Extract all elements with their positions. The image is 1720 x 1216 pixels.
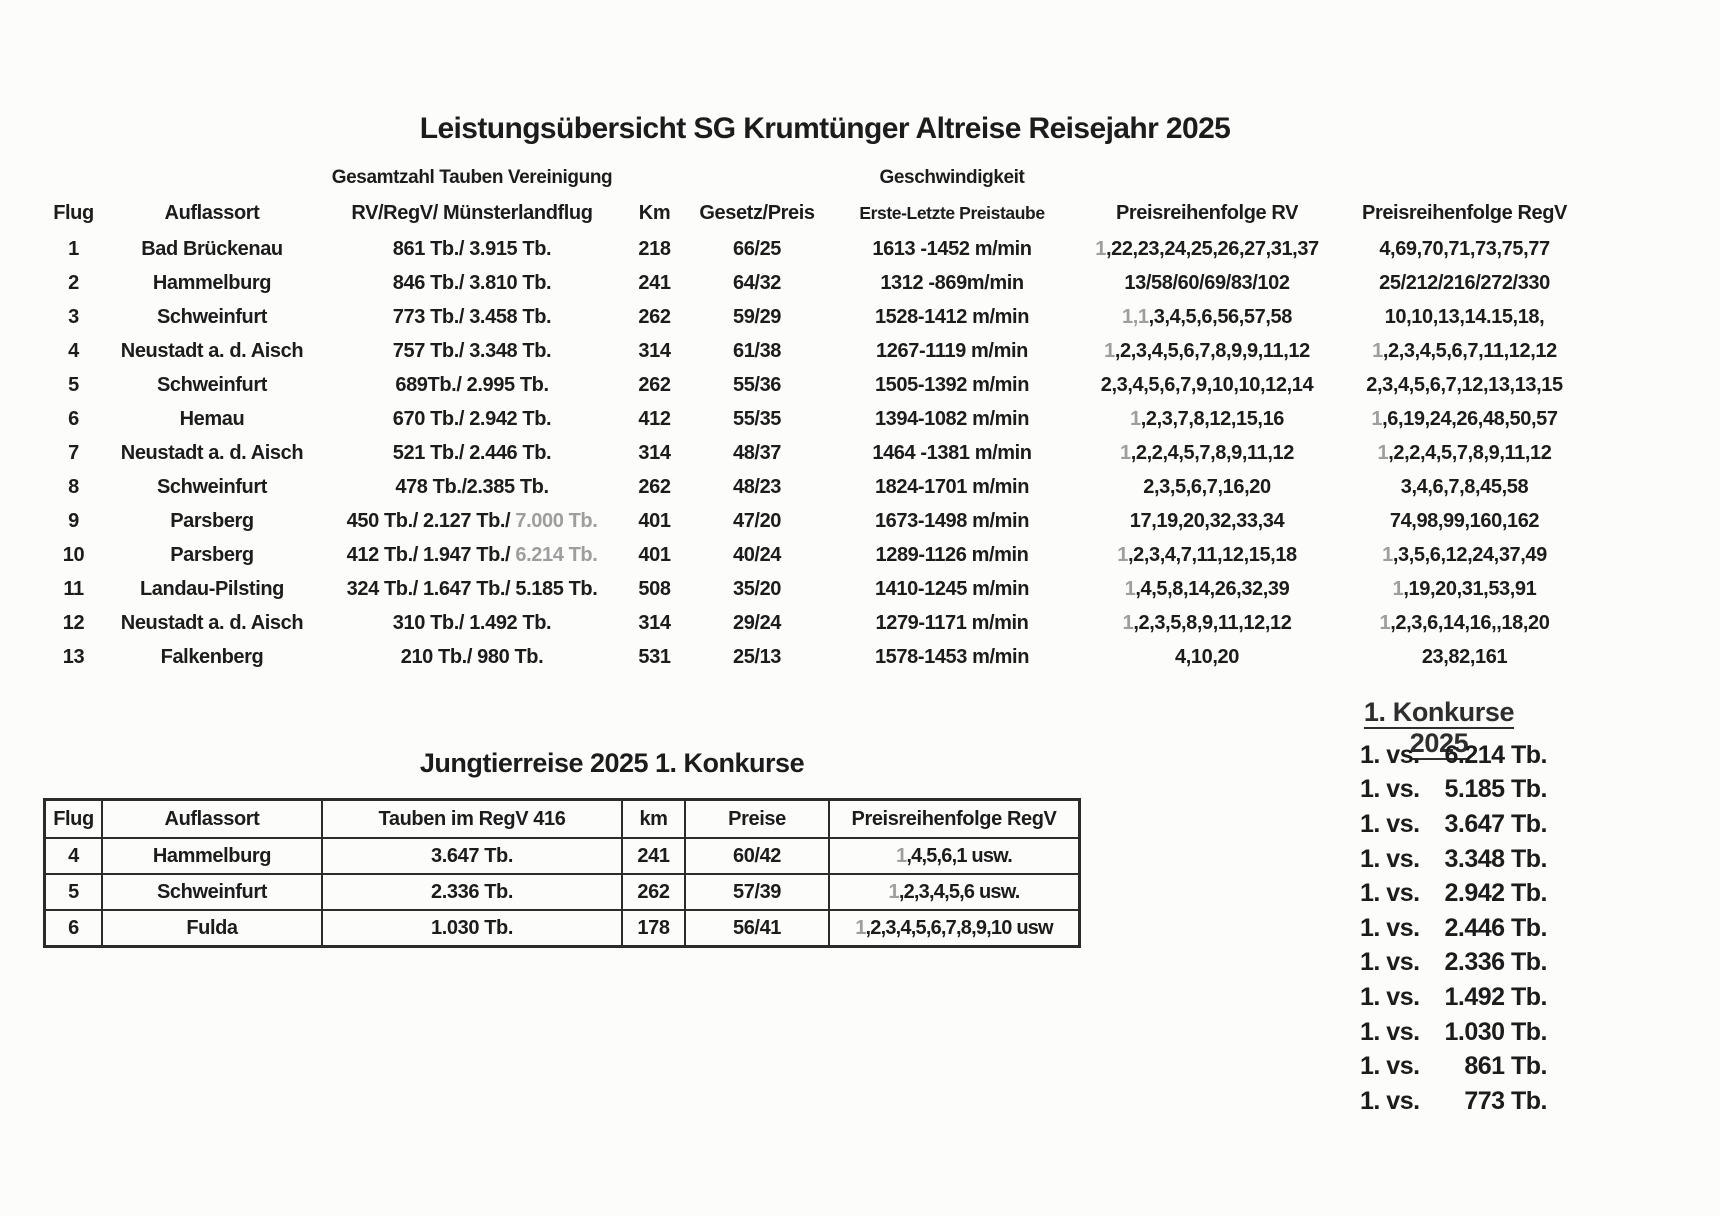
regv-faded-prefix: 1	[1392, 577, 1404, 600]
regv-faded-prefix: 1	[1377, 441, 1389, 464]
cell-km: 262	[623, 875, 686, 911]
rv-faded-prefix: 1	[1129, 407, 1141, 430]
regv-value: ,2,3,6,14,16,,18,20	[1390, 611, 1550, 634]
cell-flug: 13	[62, 645, 85, 668]
list-item	[1360, 946, 1547, 981]
cell-preisreihenfolge-regv	[1337, 238, 1592, 261]
cell-gesetz-preis: 55/35	[732, 407, 782, 430]
regv-faded-prefix: 1	[1372, 339, 1383, 362]
list-item	[1360, 773, 1547, 808]
group-header-tauben: Gesamtzahl Tauben Vereinigung	[331, 167, 613, 188]
list-item	[1360, 1084, 1547, 1119]
cell-tauben	[322, 374, 622, 397]
cell-preisreihenfolge-regv	[1337, 578, 1592, 601]
cell-flug: 6	[68, 407, 79, 430]
cell-km: 218	[638, 237, 671, 260]
cell-geschwindigkeit: 1613 -1452 m/min	[872, 237, 1032, 260]
cell-gesetz-preis: 35/20	[732, 577, 782, 600]
cell-flug: 5	[68, 373, 79, 396]
cell-preisreihenfolge-regv	[1337, 612, 1592, 635]
reihen-value: ,2,3,4,5,6 usw.	[898, 881, 1020, 903]
regv-faded-prefix: 1	[1382, 543, 1393, 566]
cell-auflassort: Schweinfurt	[156, 305, 268, 328]
jt-column-header-preise: Preise	[686, 801, 830, 839]
regv-value: 74,98,99,160,162	[1389, 509, 1540, 532]
cell-geschwindigkeit: 1267-1119 m/min	[876, 339, 1028, 362]
cell-auflassort: Falkenberg	[160, 645, 264, 668]
cell-km: 401	[638, 543, 671, 566]
regv-value: ,19,20,31,53,91	[1403, 577, 1537, 600]
cell-flug: 4	[68, 339, 79, 362]
tauben-value: 450 Tb./ 2.127 Tb./	[346, 509, 511, 532]
rv-faded-prefix: 1	[1122, 611, 1134, 634]
table-row	[46, 839, 1078, 875]
cell-gesetz-preis: 66/25	[732, 237, 782, 260]
table-row	[45, 300, 1592, 334]
cell-geschwindigkeit: 1394-1082 m/min	[874, 407, 1030, 430]
cell-geschwindigkeit: 1578-1453 m/min	[874, 645, 1030, 668]
cell-auflassort: Fulda	[103, 911, 323, 945]
rv-faded-prefix: 1	[1104, 339, 1115, 362]
konkurse-item-label: 1. vs.	[1360, 948, 1420, 977]
cell-geschwindigkeit: 1464 -1381 m/min	[872, 441, 1032, 464]
regv-value: 23,82,161	[1421, 645, 1508, 668]
cell-flug: 8	[68, 475, 79, 498]
rv-value: 13/58/60/69/83/102	[1124, 271, 1290, 294]
cell-flug: 5	[46, 875, 103, 911]
rv-value: 17,19,20,32,33,34	[1129, 509, 1285, 532]
cell-geschwindigkeit: 1528-1412 m/min	[874, 305, 1030, 328]
tauben-value: 773 Tb./ 3.458 Tb.	[392, 305, 552, 328]
jungtier-header-row	[46, 801, 1078, 839]
cell-gesetz-preis: 25/13	[732, 645, 782, 668]
rv-faded-prefix: 1,1	[1122, 305, 1149, 328]
cell-gesetz-preis: 47/20	[732, 509, 782, 532]
rv-value: ,22,23,24,25,26,27,31,37	[1105, 237, 1319, 260]
cell-geschwindigkeit: 1289-1126 m/min	[875, 543, 1029, 566]
konkurse-item-value: 773 Tb.	[1464, 1086, 1547, 1115]
cell-preisreihenfolge-regv	[1337, 646, 1592, 669]
table-row	[45, 504, 1592, 538]
cell-auflassort: Hammelburg	[103, 839, 323, 875]
cell-km: 314	[638, 339, 671, 362]
cell-preisreihenfolge-regv	[1337, 408, 1592, 431]
column-header-row	[45, 194, 1592, 232]
regv-value: 25/212/216/272/330	[1379, 271, 1550, 294]
tauben-value: 310 Tb./ 1.492 Tb.	[392, 611, 552, 634]
cell-flug: 7	[68, 441, 79, 464]
cell-geschwindigkeit: 1410-1245 m/min	[874, 577, 1030, 600]
cell-gesetz-preis: 48/37	[732, 441, 782, 464]
tauben-value: 670 Tb./ 2.942 Tb.	[392, 407, 552, 430]
cell-tauben	[322, 306, 622, 329]
cell-tauben	[322, 578, 622, 601]
konkurse-item-value: 2.446 Tb.	[1444, 913, 1547, 942]
jungtierreise-title: Jungtierreise 2025 1. Konkurse	[419, 748, 805, 778]
cell-tauben: 3.647 Tb.	[323, 839, 623, 875]
rv-value: ,2,2,4,5,7,8,9,11,12	[1130, 441, 1294, 464]
rv-value: 2,3,5,6,7,16,20	[1143, 475, 1271, 498]
konkurse-item-label: 1. vs.	[1360, 879, 1420, 908]
cell-km: 508	[638, 577, 671, 600]
cell-km: 262	[638, 475, 671, 498]
tauben-value: 861 Tb./ 3.915 Tb.	[392, 237, 552, 260]
cell-flug: 11	[63, 577, 84, 600]
cell-km: 178	[623, 911, 686, 945]
cell-preisreihenfolge	[830, 911, 1078, 945]
cell-flug: 2	[68, 271, 79, 294]
regv-value: 10,10,13,14.15,18,	[1384, 305, 1545, 328]
table-row	[46, 875, 1078, 911]
table-row	[45, 538, 1592, 572]
table-row	[45, 606, 1592, 640]
konkurse-list	[1360, 738, 1547, 1119]
cell-tauben	[322, 408, 622, 431]
konkurse-item-value: 1.492 Tb.	[1444, 982, 1547, 1011]
cell-auflassort: Neustadt a. d. Aisch	[120, 339, 304, 362]
cell-km: 314	[638, 441, 671, 464]
cell-flug: 12	[62, 611, 85, 634]
table-row	[45, 368, 1592, 402]
page-title: Leistungsübersicht SG Krumtünger Altreise Reisejahr 2025	[419, 112, 1231, 145]
konkurse-item-value: 3.647 Tb.	[1444, 809, 1547, 838]
regv-value: ,6,19,24,26,48,50,57	[1382, 407, 1558, 430]
regv-value: ,2,2,4,5,7,8,9,11,12	[1388, 441, 1552, 464]
reihen-faded-prefix: 1	[855, 917, 866, 939]
konkurse-item-value: 1.030 Tb.	[1444, 1017, 1547, 1046]
rv-value: ,2,3,5,8,9,11,12,12	[1133, 611, 1292, 634]
cell-preisreihenfolge-regv	[1337, 544, 1592, 567]
cell-preisreihenfolge-regv	[1337, 340, 1592, 363]
column-header-erste-letzte: Erste-Letzte Preistaube	[859, 202, 1045, 223]
regv-value: ,3,5,6,12,24,37,49	[1392, 543, 1547, 566]
cell-preisreihenfolge-regv	[1337, 442, 1592, 465]
list-item	[1360, 911, 1547, 946]
list-item	[1360, 842, 1547, 877]
cell-flug: 10	[62, 543, 85, 566]
konkurse-item-label: 1. vs.	[1360, 809, 1420, 838]
cell-geschwindigkeit: 1824-1701 m/min	[874, 475, 1030, 498]
rv-value: ,4,5,8,14,26,32,39	[1135, 577, 1290, 600]
rv-value: ,2,3,4,7,11,12,15,18	[1127, 543, 1297, 566]
cell-gesetz-preis: 59/29	[732, 305, 782, 328]
cell-auflassort: Hemau	[179, 407, 245, 430]
tauben-value: 689Tb./ 2.995 Tb.	[395, 373, 549, 396]
cell-tauben	[322, 510, 622, 533]
cell-tauben	[322, 544, 622, 567]
table-row	[45, 402, 1592, 436]
cell-geschwindigkeit: 1312 -869m/min	[880, 271, 1024, 294]
konkurse-item-value: 2.942 Tb.	[1444, 879, 1547, 908]
konkurse-item-label: 1. vs.	[1360, 1052, 1420, 1081]
cell-flug: 4	[46, 839, 103, 875]
regv-value: 4,69,70,71,73,75,77	[1379, 237, 1550, 260]
cell-auflassort: Hammelburg	[152, 271, 272, 294]
konkurse-item-value: 6.214 Tb.	[1444, 740, 1547, 769]
rv-value: ,2,3,4,5,6,7,8,9,9,11,12	[1114, 339, 1310, 362]
list-item	[1360, 980, 1547, 1015]
cell-auflassort: Bad Brückenau	[141, 237, 283, 260]
cell-auflassort: Parsberg	[170, 509, 254, 532]
konkurse-item-label: 1. vs.	[1360, 913, 1420, 942]
regv-faded-prefix: 1	[1379, 611, 1391, 634]
cell-preisreihenfolge	[830, 839, 1078, 875]
cell-tauben	[322, 612, 622, 635]
cell-tauben	[322, 238, 622, 261]
column-header-gesetz-preis: Gesetz/Preis	[699, 201, 815, 224]
cell-gesetz-preis: 64/32	[732, 271, 782, 294]
table-row	[45, 334, 1592, 368]
cell-gesetz-preis: 55/36	[732, 373, 782, 396]
cell-auflassort: Schweinfurt	[103, 875, 323, 911]
cell-flug: 1	[68, 237, 79, 260]
cell-gesetz-preis: 48/23	[732, 475, 782, 498]
cell-geschwindigkeit: 1279-1171 m/min	[875, 611, 1029, 634]
cell-preisreihenfolge-regv	[1337, 272, 1592, 295]
konkurse-item-label: 1. vs.	[1360, 844, 1420, 873]
konkurse-title: 1. Konkurse 2025	[1363, 697, 1515, 758]
cell-geschwindigkeit: 1505-1392 m/min	[874, 373, 1030, 396]
konkurse-item-label: 1. vs.	[1360, 740, 1420, 769]
list-item	[1360, 1015, 1547, 1050]
cell-tauben	[322, 272, 622, 295]
cell-preisreihenfolge-rv	[1077, 646, 1337, 669]
tauben-value: 412 Tb./ 1.947 Tb./	[346, 543, 511, 566]
table-row	[45, 640, 1592, 674]
cell-tauben	[322, 340, 622, 363]
cell-km: 262	[638, 373, 671, 396]
rv-faded-prefix: 1	[1095, 237, 1106, 260]
reihen-value: ,2,3,4,5,6,7,8,9,10 usw	[865, 917, 1053, 939]
cell-preise: 60/42	[686, 839, 830, 875]
tauben-value: 521 Tb./ 2.446 Tb.	[392, 441, 552, 464]
cell-km: 531	[638, 645, 671, 668]
regv-faded-prefix: 1	[1371, 407, 1383, 430]
cell-auflassort: Schweinfurt	[156, 373, 268, 396]
jt-column-header-tauben: Tauben im RegV 416	[323, 801, 623, 839]
cell-km: 262	[638, 305, 671, 328]
cell-auflassort: Schweinfurt	[156, 475, 268, 498]
konkurse-item-label: 1. vs.	[1360, 1086, 1420, 1115]
cell-preisreihenfolge-regv	[1337, 306, 1592, 329]
group-header-row	[45, 162, 1592, 194]
table-row	[45, 470, 1592, 504]
cell-gesetz-preis: 61/38	[732, 339, 782, 362]
cell-tauben	[322, 646, 622, 669]
cell-tauben	[322, 476, 622, 499]
cell-preisreihenfolge-rv	[1077, 272, 1337, 295]
konkurse-item-label: 1. vs.	[1360, 775, 1420, 804]
cell-preisreihenfolge-rv	[1077, 408, 1337, 431]
cell-km: 412	[638, 407, 671, 430]
rv-value: 2,3,4,5,6,7,9,10,10,12,14	[1100, 373, 1314, 396]
tauben-value: 478 Tb./2.385 Tb.	[395, 475, 549, 498]
konkurse-item-value: 3.348 Tb.	[1444, 844, 1547, 873]
reihen-faded-prefix: 1	[888, 881, 899, 903]
cell-geschwindigkeit: 1673-1498 m/min	[874, 509, 1030, 532]
cell-preisreihenfolge	[830, 875, 1078, 911]
cell-km: 241	[638, 271, 671, 294]
column-header-tauben: RV/RegV/ Münsterlandflug	[351, 201, 593, 224]
konkurse-item-value: 2.336 Tb.	[1444, 948, 1547, 977]
cell-flug: 6	[46, 911, 103, 945]
cell-preisreihenfolge-rv	[1077, 612, 1337, 635]
tauben-value: 324 Tb./ 1.647 Tb./ 5.185 Tb.	[346, 577, 598, 600]
cell-preisreihenfolge-rv	[1077, 578, 1337, 601]
reihen-faded-prefix: 1	[896, 845, 907, 867]
main-performance-table	[45, 162, 1592, 674]
table-row	[45, 266, 1592, 300]
rv-faded-prefix: 1	[1120, 441, 1131, 464]
cell-preisreihenfolge-regv	[1337, 510, 1592, 533]
group-header-geschwindigkeit: Geschwindigkeit	[879, 167, 1025, 188]
cell-preisreihenfolge-rv	[1077, 442, 1337, 465]
konkurse-item-value: 861 Tb.	[1464, 1052, 1547, 1081]
table-row	[46, 911, 1078, 945]
rv-faded-prefix: 1	[1124, 577, 1136, 600]
regv-value: 2,3,4,5,6,7,12,13,13,15	[1366, 373, 1563, 396]
list-item	[1360, 876, 1547, 911]
cell-preisreihenfolge-regv	[1337, 374, 1592, 397]
cell-preisreihenfolge-rv	[1077, 476, 1337, 499]
cell-preisreihenfolge-rv	[1077, 544, 1337, 567]
jt-column-header-preisreihenfolge: Preisreihenfolge RegV	[830, 801, 1078, 839]
table-row	[45, 572, 1592, 606]
column-header-preisreihenfolge-rv: Preisreihenfolge RV	[1115, 201, 1299, 224]
tauben-value: 846 Tb./ 3.810 Tb.	[392, 271, 552, 294]
list-item	[1360, 1049, 1547, 1084]
main-table-body	[45, 232, 1592, 674]
konkurse-item-value: 5.185 Tb.	[1444, 775, 1547, 804]
reihen-value: ,4,5,6,1 usw.	[906, 845, 1012, 867]
column-header-flug: Flug	[53, 201, 94, 224]
cell-tauben	[322, 442, 622, 465]
jt-column-header-km: km	[623, 801, 686, 839]
jt-column-header-auflassort: Auflassort	[103, 801, 323, 839]
table-row	[45, 436, 1592, 470]
column-header-auflassort: Auflassort	[164, 201, 260, 224]
tauben-value: 210 Tb./ 980 Tb.	[400, 645, 544, 668]
cell-gesetz-preis: 29/24	[732, 611, 782, 634]
cell-preisreihenfolge-rv	[1077, 238, 1337, 261]
regv-value: 3,4,6,7,8,45,58	[1400, 475, 1529, 498]
rv-faded-prefix: 1	[1117, 543, 1128, 566]
cell-auflassort: Parsberg	[170, 543, 254, 566]
cell-km: 241	[623, 839, 686, 875]
cell-preise: 56/41	[686, 911, 830, 945]
table-row	[45, 232, 1592, 266]
cell-km: 401	[638, 509, 671, 532]
cell-tauben: 1.030 Tb.	[323, 911, 623, 945]
jungtier-table-body	[46, 839, 1078, 945]
list-item	[1360, 738, 1547, 773]
cell-flug: 3	[68, 305, 79, 328]
cell-preisreihenfolge-rv	[1077, 306, 1337, 329]
cell-auflassort: Neustadt a. d. Aisch	[120, 611, 304, 634]
cell-preise: 57/39	[686, 875, 830, 911]
tauben-value-faded: 7.000 Tb.	[510, 509, 598, 532]
list-item	[1360, 807, 1547, 842]
column-header-km: Km	[638, 201, 671, 224]
tauben-value-faded: 6.214 Tb.	[510, 543, 598, 566]
cell-flug: 9	[68, 509, 79, 532]
cell-preisreihenfolge-rv	[1077, 510, 1337, 533]
jungtierreise-table	[43, 798, 1081, 948]
konkurse-item-label: 1. vs.	[1360, 1017, 1420, 1046]
rv-value: ,3,4,5,6,56,57,58	[1148, 305, 1292, 328]
konkurse-item-label: 1. vs.	[1360, 982, 1420, 1011]
cell-tauben: 2.336 Tb.	[323, 875, 623, 911]
cell-gesetz-preis: 40/24	[732, 543, 782, 566]
jt-column-header-flug: Flug	[46, 801, 103, 839]
cell-km: 314	[638, 611, 671, 634]
regv-value: ,2,3,4,5,6,7,11,12,12	[1382, 339, 1557, 362]
cell-preisreihenfolge-rv	[1077, 340, 1337, 363]
rv-value: 4,10,20	[1175, 645, 1239, 668]
cell-auflassort: Landau-Pilsting	[139, 577, 284, 600]
tauben-value: 757 Tb./ 3.348 Tb.	[392, 339, 552, 362]
rv-value: ,2,3,7,8,12,15,16	[1140, 407, 1285, 430]
cell-auflassort: Neustadt a. d. Aisch	[120, 441, 304, 464]
cell-preisreihenfolge-rv	[1077, 374, 1337, 397]
column-header-preisreihenfolge-regv: Preisreihenfolge RegV	[1362, 201, 1567, 224]
cell-preisreihenfolge-regv	[1337, 476, 1592, 499]
